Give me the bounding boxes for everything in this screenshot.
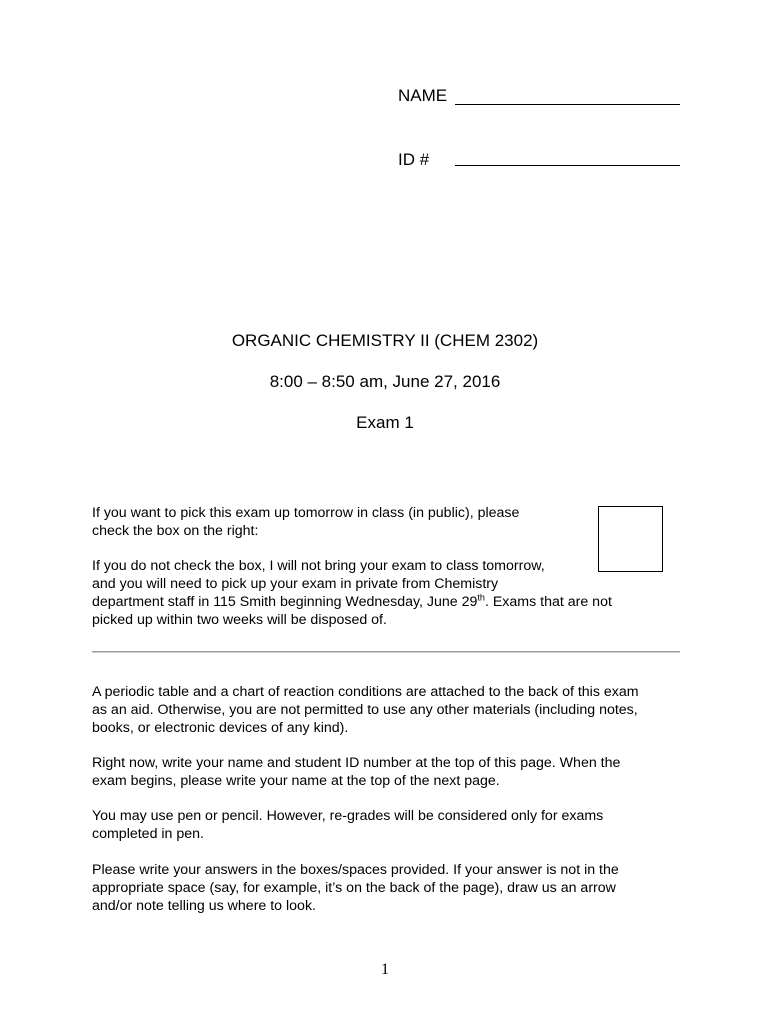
id-input-line[interactable] (455, 165, 680, 166)
instruction-line: Right now, write your name and student ID number at the top of this page. When the (92, 755, 621, 771)
instruction-line: completed in pen. (92, 826, 204, 842)
name-input-line[interactable] (455, 104, 680, 105)
pickup-date-text: department staff in 115 Smith beginning Wednesday, June 29 (92, 594, 478, 610)
instruction-line: appropriate space (say, for example, it’s on the back of the page), draw us an arrow (92, 880, 616, 896)
pickup-date-text-end: . Exams that are not (484, 594, 612, 610)
pickup-text-line: check the box on the right: (92, 523, 259, 539)
instruction-line: A periodic table and a chart of reaction conditions are attached to the back of this exam (92, 684, 639, 700)
exam-time: 8:00 – 8:50 am, June 27, 2016 (269, 372, 501, 391)
section-divider (92, 651, 680, 653)
pickup-checkbox[interactable] (598, 506, 663, 572)
pickup-text-line: picked up within two weeks will be disposed of. (92, 612, 387, 628)
course-title: ORGANIC CHEMISTRY II (CHEM 2302) (231, 331, 539, 350)
instruction-line: You may use pen or pencil. However, re-grades will be considered only for exams (92, 808, 604, 824)
page-number: 1 (381, 961, 389, 978)
pickup-text-line: and you will need to pick up your exam in private from Chemistry (92, 576, 499, 592)
name-label: NAME (398, 86, 448, 105)
pickup-text-line (92, 593, 612, 611)
instruction-line: books, or electronic devices of any kind). (92, 720, 349, 736)
instruction-line: exam begins, please write your name at the top of the next page. (92, 773, 500, 789)
pickup-date-suffix: th (477, 592, 485, 603)
instruction-line: as an aid. Otherwise, you are not permitted to use any other materials (including notes, (92, 702, 638, 718)
instruction-line: and/or note telling us where to look. (92, 898, 316, 914)
pickup-text-line: If you want to pick this exam up tomorrow in class (in public), please (92, 505, 520, 521)
pickup-text-line: If you do not check the box, I will not bring your exam to class tomorrow, (92, 558, 545, 574)
instruction-line: Please write your answers in the boxes/spaces provided. If your answer is not in the (92, 862, 619, 878)
id-label: ID # (398, 150, 430, 169)
exam-number: Exam 1 (356, 413, 414, 432)
